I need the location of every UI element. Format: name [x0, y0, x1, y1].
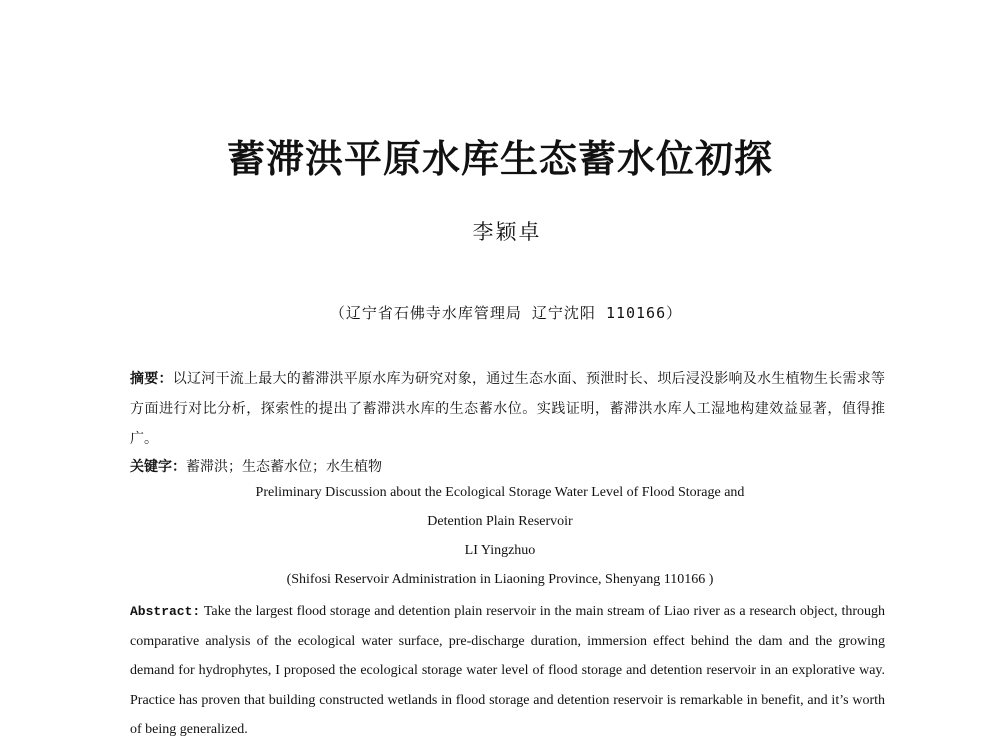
keywords-zh-text: 蓄滞洪；生态蓄水位；水生植物: [186, 459, 382, 475]
paper-title-zh: 蓄滞洪平原水库生态蓄水位初探: [226, 137, 773, 181]
author-en: LI Yingzhuo: [464, 543, 536, 558]
abstract-en-text: Take the largest flood storage and detention plain reservoir in the main stream of Liao river as a research object, through comparative analysis of the ecological water surface, pre-discharge duration, immersion effect behind the dam and the growing demand for hydrophytes, I proposed the ecological storage water level of flood storage and detention reservoir in an explorative way. Practice has proven that building constructed wetlands in flood storage and detention reservoir is remarkable in benefit, and it’s worth of being generalized.: [130, 604, 885, 737]
keywords-zh: [130, 452, 885, 482]
abstract-zh: [130, 364, 885, 454]
keywords-zh-label: 关键字：: [130, 459, 186, 475]
abstract-zh-text: 以辽河干流上最大的蓄滞洪平原水库为研究对象，通过生态水面、预泄时长、坝后浸没影响及水生植物生长需求等方面进行对比分析，探索性的提出了蓄滞洪水库的生态蓄水位。实践证明，蓄滞洪水库人工湿地构建效益显著，值得推广。: [130, 371, 885, 447]
affiliation-zh: （辽宁省石佛寺水库管理局 辽宁沈阳 110166）: [329, 304, 683, 322]
author-zh: 李颖卓: [472, 220, 542, 244]
abstract-en: [130, 597, 885, 745]
paper-title-en-line2: Detention Plain Reservoir: [427, 514, 573, 529]
affiliation-en: (Shifosi Reservoir Administration in Liaoning Province, Shenyang 110166 ): [286, 572, 714, 587]
abstract-en-label: Abstract:: [130, 604, 201, 619]
paper-title-en-line1: Preliminary Discussion about the Ecological Storage Water Level of Flood Storage and: [255, 485, 745, 500]
abstract-zh-label: 摘要：: [130, 371, 173, 387]
